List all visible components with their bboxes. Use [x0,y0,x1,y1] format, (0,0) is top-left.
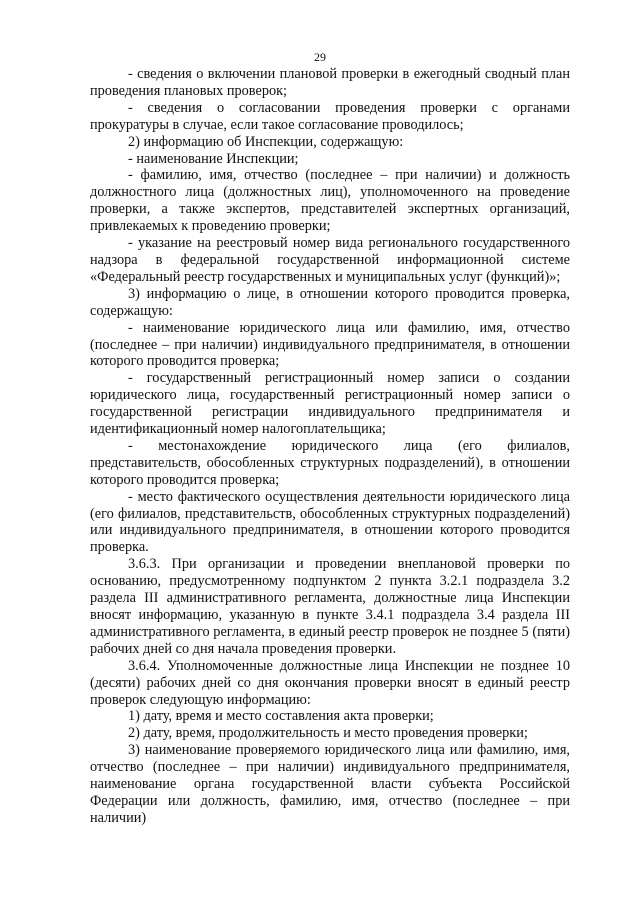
paragraph-inspection-plan-info: - сведения о включении плановой проверки в ежегодный сводный план проведения плановых проверок; [90,66,570,99]
paragraph-inspection-name: - наименование Инспекции; [128,150,299,167]
page-number: 29 [314,50,326,64]
document-body [90,66,570,827]
paragraph-inspection-info-heading: 2) информацию об Инспекции, содержащую: [128,133,404,150]
paragraph-inspection-date: 2) дату, время, продолжительность и место проведения проверки; [128,725,528,742]
paragraph-inspected-entity-name: 3) наименование проверяемого юридического лица или фамилию, имя, отчество (последнее – при наличии) индивидуального предпринимателя, наименование органа государственной власти субъекта Российской Федерации или должность, фамилию, имя, отчество (последнее – при наличии) [90,742,570,826]
paragraph-official-names: - фамилию, имя, отчество (последнее – при наличии) и должность должностного лица (должностных лиц), уполномоченного на проведение проверки, а также экспертов, представителей экспертных организаций, привлекаемых к проведению проверки; [90,167,570,235]
paragraph-section-3-6-3: 3.6.3. При организации и проведении внеплановой проверки по основанию, предусмотренному подпунктом 2 пункта 3.2.1 подраздела 3.2 раздела III административного регламента, должностные лица Инспекции вносят информацию, указанную в пункте 3.4.1 подраздела 3.4 раздела III административного регламента, в единый реестр проверок не позднее 5 (пяти) рабочих дней со дня начала проведения проверки. [90,556,570,657]
paragraph-location: - местонахождение юридического лица (его филиалов, представительств, обособленных структурных подразделений), в отношении которого проводится проверка; [90,437,570,488]
paragraph-prosecutor-agreement: - сведения о согласовании проведения проверки с органами прокуратуры в случае, если такое согласование проводилось; [90,99,570,133]
paragraph-registration-number: - государственный регистрационный номер записи о создании юридического лица, государственный регистрационный номер записи о государственной регистрации индивидуального предпринимателя и идентификационный номер налогоплательщика; [90,370,570,438]
paragraph-inspected-person-heading: 3) информацию о лице, в отношении которого проводится проверка, содержащую: [90,285,570,319]
paragraph-registry-number: - указание на реестровый номер вида регионального государственного надзора в федеральной государственной информационной системе «Федеральный реестр государственных и муниципальных услуг (функций)»; [90,235,570,285]
paragraph-entity-name: - наименование юридического лица или фамилию, имя, отчество (последнее – при наличии) индивидуального предпринимателя, в отношении которого проводится проверка; [90,319,570,370]
paragraph-act-date: 1) дату, время и место составления акта проверки; [128,708,434,725]
paragraph-section-3-6-4: 3.6.4. Уполномоченные должностные лица Инспекции не позднее 10 (десяти) рабочих дней со дня окончания проверки вносят в единый реестр проверок следующую информацию: [90,657,570,708]
paragraph-actual-activity-place: - место фактического осуществления деятельности юридического лица (его филиалов, представительств, обособленных структурных подразделений) или индивидуального предпринимателя, в отношении которого проводится проверка. [90,488,570,556]
